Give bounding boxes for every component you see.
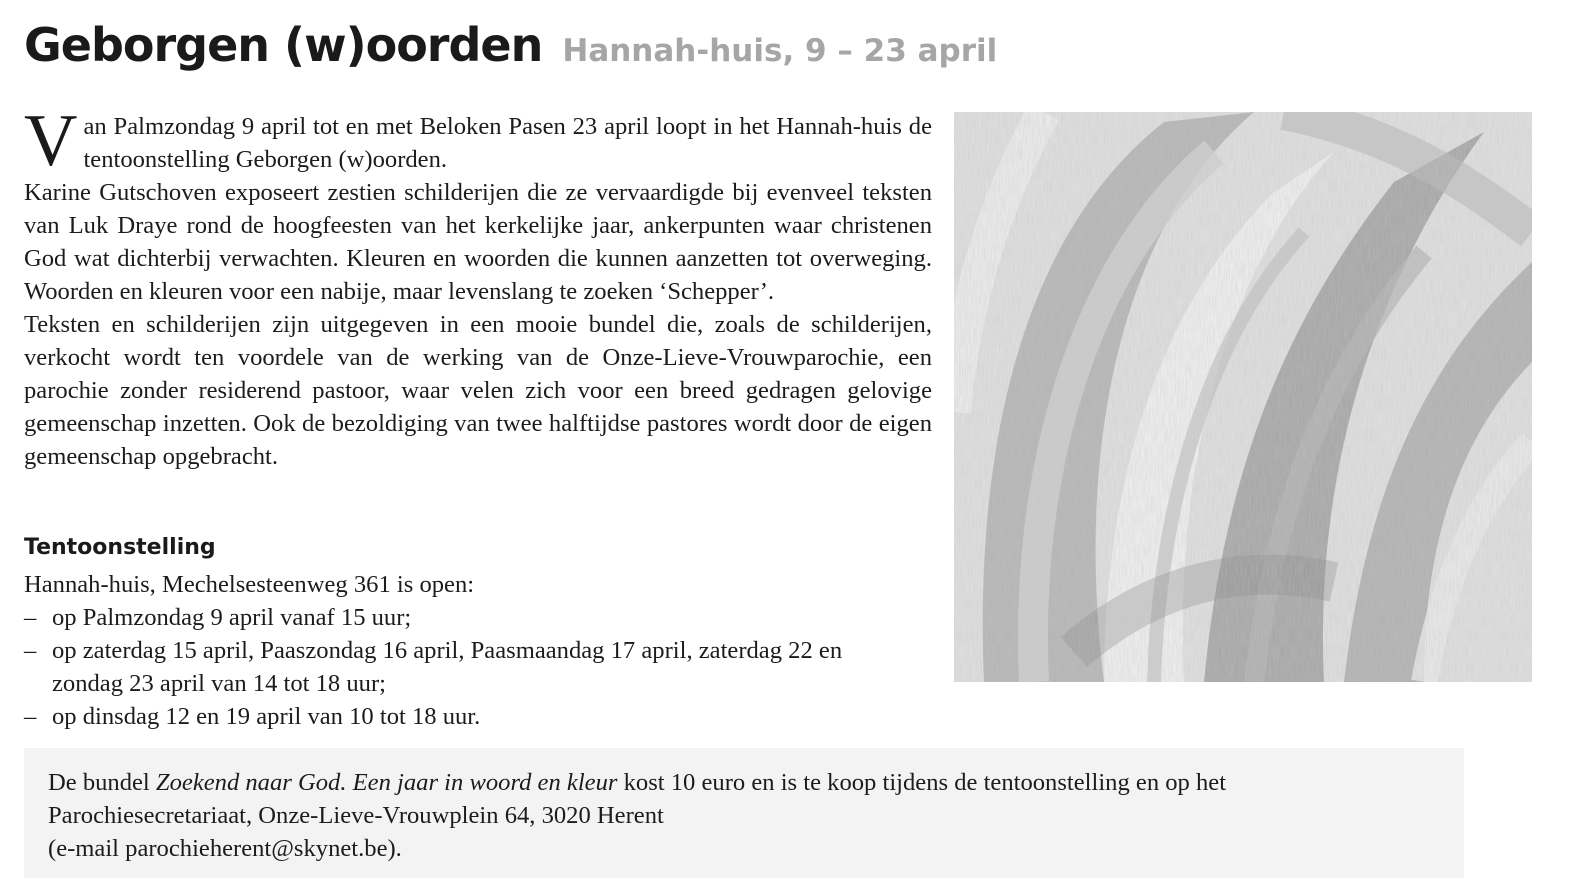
paragraph-bundle: Teksten en schilderijen zijn uitgegeven in een mooie bundel die, zoals de schilderijen, verkocht wordt ten voordele van de werking van de Onze-Lieve-Vrouwparochie, een parochie zonder residerend pastoor, waar velen zich voor een breed gedragen gelovige gemeenschap inzetten. Ook de bezoldiging van twee halftijdse pastores wordt door de eigen gemeenschap opgebracht.: [24, 311, 932, 470]
dash-bullet: –: [24, 703, 37, 730]
painting-image: [954, 112, 1532, 682]
paragraph-artist: Karine Gutschoven exposeert zestien schilderijen die ze vervaardigde bij evenveel teksten van Luk Draye rond de hoogfeesten van het kerkelijke jaar, ankerpunten waar christenen God wat dichterbij verwachten. Kleuren en woorden die kunnen aanzetten tot overweging. Woorden en kleuren voor een nabije, maar levenslang te zoeken ‘Schepper’.: [24, 179, 932, 305]
exhibition-info: [24, 568, 904, 733]
opening-hours-item: [24, 601, 904, 634]
dash-bullet: –: [24, 604, 37, 631]
article-body: [24, 100, 932, 473]
note-text-rest: kost 10 euro en is te koop tijdens de tentoonstelling en op het Parochiesecretariaat, Onze-Lieve-Vrouwplein 64, 3020 Herent: [48, 769, 1227, 829]
book-title: Zoekend naar God. Een jaar in woord en kleur: [155, 769, 618, 796]
opening-hours-item: [24, 700, 904, 733]
bundle-note: [48, 766, 1418, 865]
abstract-brushstroke-painting: [954, 112, 1532, 682]
exhibition-heading: Tentoonstelling: [24, 535, 216, 560]
opening-hours-list: [24, 601, 904, 733]
page-subtitle: Hannah-huis, 9 – 23 april: [562, 33, 998, 69]
note-email: (e-mail parochieherent@skynet.be).: [48, 835, 402, 862]
drop-cap: V: [24, 100, 78, 182]
paragraph-intro-text: an Palmzondag 9 april tot en met Beloken Pasen 23 april loopt in het Hannah-huis de tentoonstelling Geborgen (w)oorden.: [83, 113, 932, 173]
opening-hours-item: [24, 634, 904, 700]
opening-hours-text: op Palmzondag 9 april vanaf 15 uur;: [52, 604, 412, 631]
title-row: [24, 18, 997, 72]
paragraph-intro: [24, 100, 932, 182]
exhibition-intro: Hannah-huis, Mechelsesteenweg 361 is open:: [24, 571, 475, 598]
opening-hours-text: op dinsdag 12 en 19 april van 10 tot 18 uur.: [52, 703, 481, 730]
page-title: Geborgen (w)oorden: [24, 18, 543, 72]
dash-bullet: –: [24, 637, 37, 664]
opening-hours-text: op zaterdag 15 april, Paaszondag 16 april, Paasmaandag 17 april, zaterdag 22 en zondag 23 april van 14 tot 18 uur;: [52, 637, 843, 697]
note-text-start: De bundel: [48, 769, 156, 796]
